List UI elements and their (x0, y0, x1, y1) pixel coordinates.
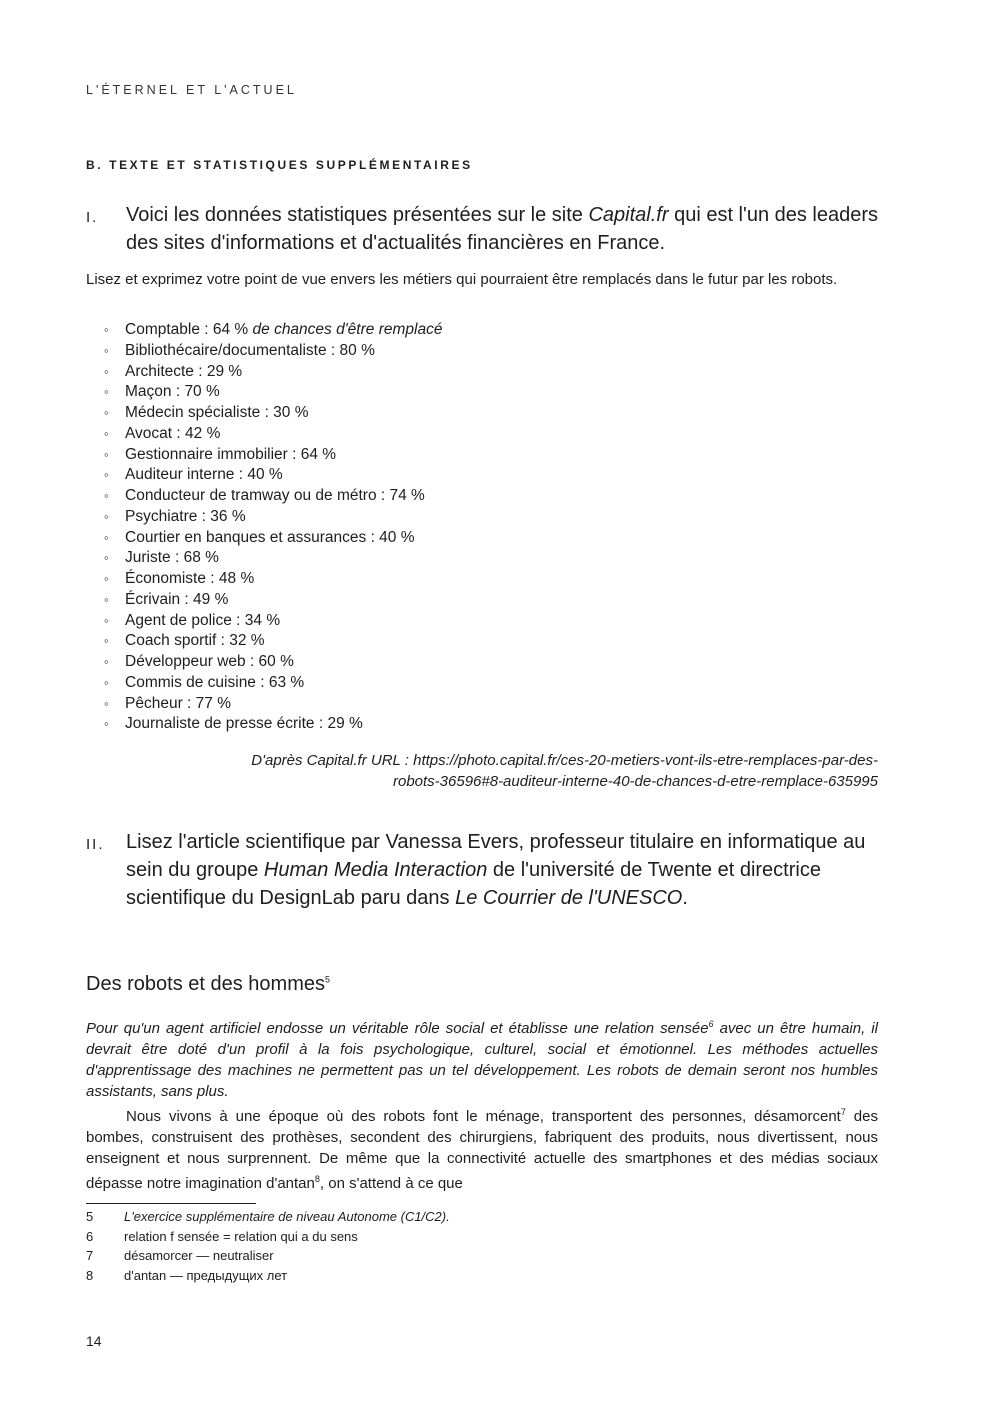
section-title: B. TEXTE ET STATISTIQUES SUPPLÉMENTAIRES (86, 158, 473, 172)
source-citation (100, 750, 878, 792)
footnote: 8 d'antan — предыдущих лет (86, 1267, 288, 1283)
instruction-text: Lisez et exprimez votre point de vue envers les métiers qui pourraient être remplacés dans le futur par les robots. (86, 271, 838, 288)
list-item: ◦ Courtier en banques et assurances : 40 % (104, 528, 442, 549)
article-title: Des robots et des hommes$^5$ (86, 973, 331, 995)
list-item: ◦ Agent de police : 34 % (104, 611, 442, 632)
article-lead: Pour qu'un agent artificiel endosse un véritable rôle social et établisse une relation sensée$^6$ avec un être humain, il devrait être doté d'un profil à la fois psychologique, culturel, social et émotionnel. Les méthodes actuelles d'apprentissage des machines ne permettent pas un tel développement. Les robots de demain seront nos humbles assistants, sans plus. (86, 1019, 878, 1100)
list-item: ◦ Pêcheur : 77 % (104, 694, 442, 715)
list-item: ◦ Juriste : 68 % (104, 548, 442, 569)
list-item: ◦ Conducteur de tramway ou de métro : 74 % (104, 486, 442, 507)
footnote: 5 L'exercice supplémentaire de niveau Autonome (C1/C2). (86, 1209, 450, 1224)
list-item: ◦ Développeur web : 60 % (104, 652, 442, 673)
list-item: ◦ Journaliste de presse écrite : 29 % (104, 714, 442, 735)
article-paragraph: Nous vivons à une époque où des robots font le ménage, transportent des personnes, désamorcent$^7$ des bombes, construisent des prothèses, secondent des chirurgiens, fabriquent des produits, nous divertissent, nous enseignent et nous surprennent. De même que la connectivité actuelle des smartphones et des médias sociaux dépasse notre imagination d'antan$^8$, on s'attend à ce que (86, 1107, 878, 1192)
list-item: ◦ Bibliothécaire/documentaliste : 80 % (104, 341, 442, 362)
list-item: ◦ Écrivain : 49 % (104, 590, 442, 611)
list-item: ◦ Gestionnaire immobilier : 64 % (104, 445, 442, 466)
list-item: ◦ Coach sportif : 32 % (104, 631, 442, 652)
article-body (86, 1014, 878, 1194)
footnote-divider (86, 1203, 256, 1204)
list-item: ◦ Économiste : 48 % (104, 569, 442, 590)
list-item: ◦ Commis de cuisine : 63 % (104, 673, 442, 694)
citation-line: robots-36596#8-auditeur-interne-40-de-chances-d-etre-remplace-635995 (392, 773, 878, 790)
citation-line: D'après Capital.fr URL : https://photo.capital.fr/ces-20-metiers-vont-ils-etre-remplaces-par-des- (251, 752, 878, 769)
list-item: ◦ Psychiatre : 36 % (104, 507, 442, 528)
footnote: 6 relation f sensée = relation qui a du sens (86, 1228, 358, 1244)
list-item: ◦ Auditeur interne : 40 % (104, 465, 442, 486)
jobs-list (104, 320, 442, 735)
item-text: Voici les données statistiques présentées sur le site Capital.fr qui est l'un des leaders des sites d'informations et d'actualités financières en France. (126, 204, 879, 254)
list-item: ◦ Avocat : 42 % (104, 424, 442, 445)
exercise-item-2 (86, 828, 886, 912)
running-head: L'ÉTERNEL ET L'ACTUEL (86, 83, 297, 97)
list-item: ◦ Comptable : 64 % de chances d'être remplacé (104, 320, 442, 341)
item-number: II. (86, 836, 105, 853)
item-text: Lisez l'article scientifique par Vanessa Evers, professeur titulaire en informatique au sein du groupe Human Media Interaction de l'université de Twente et directrice scientifique du DesignLab paru dans Le Courrier de l'UNESCO. (126, 831, 866, 909)
footnote: 7 désamorcer — neutraliser (86, 1248, 274, 1263)
page-number: 14 (86, 1333, 102, 1349)
list-item: ◦ Architecte : 29 % (104, 362, 442, 383)
exercise-item-1 (86, 201, 886, 257)
list-item: ◦ Médecin spécialiste : 30 % (104, 403, 442, 424)
item-number: I. (86, 209, 99, 226)
list-item: ◦ Maçon : 70 % (104, 382, 442, 403)
footnotes (86, 1207, 450, 1285)
